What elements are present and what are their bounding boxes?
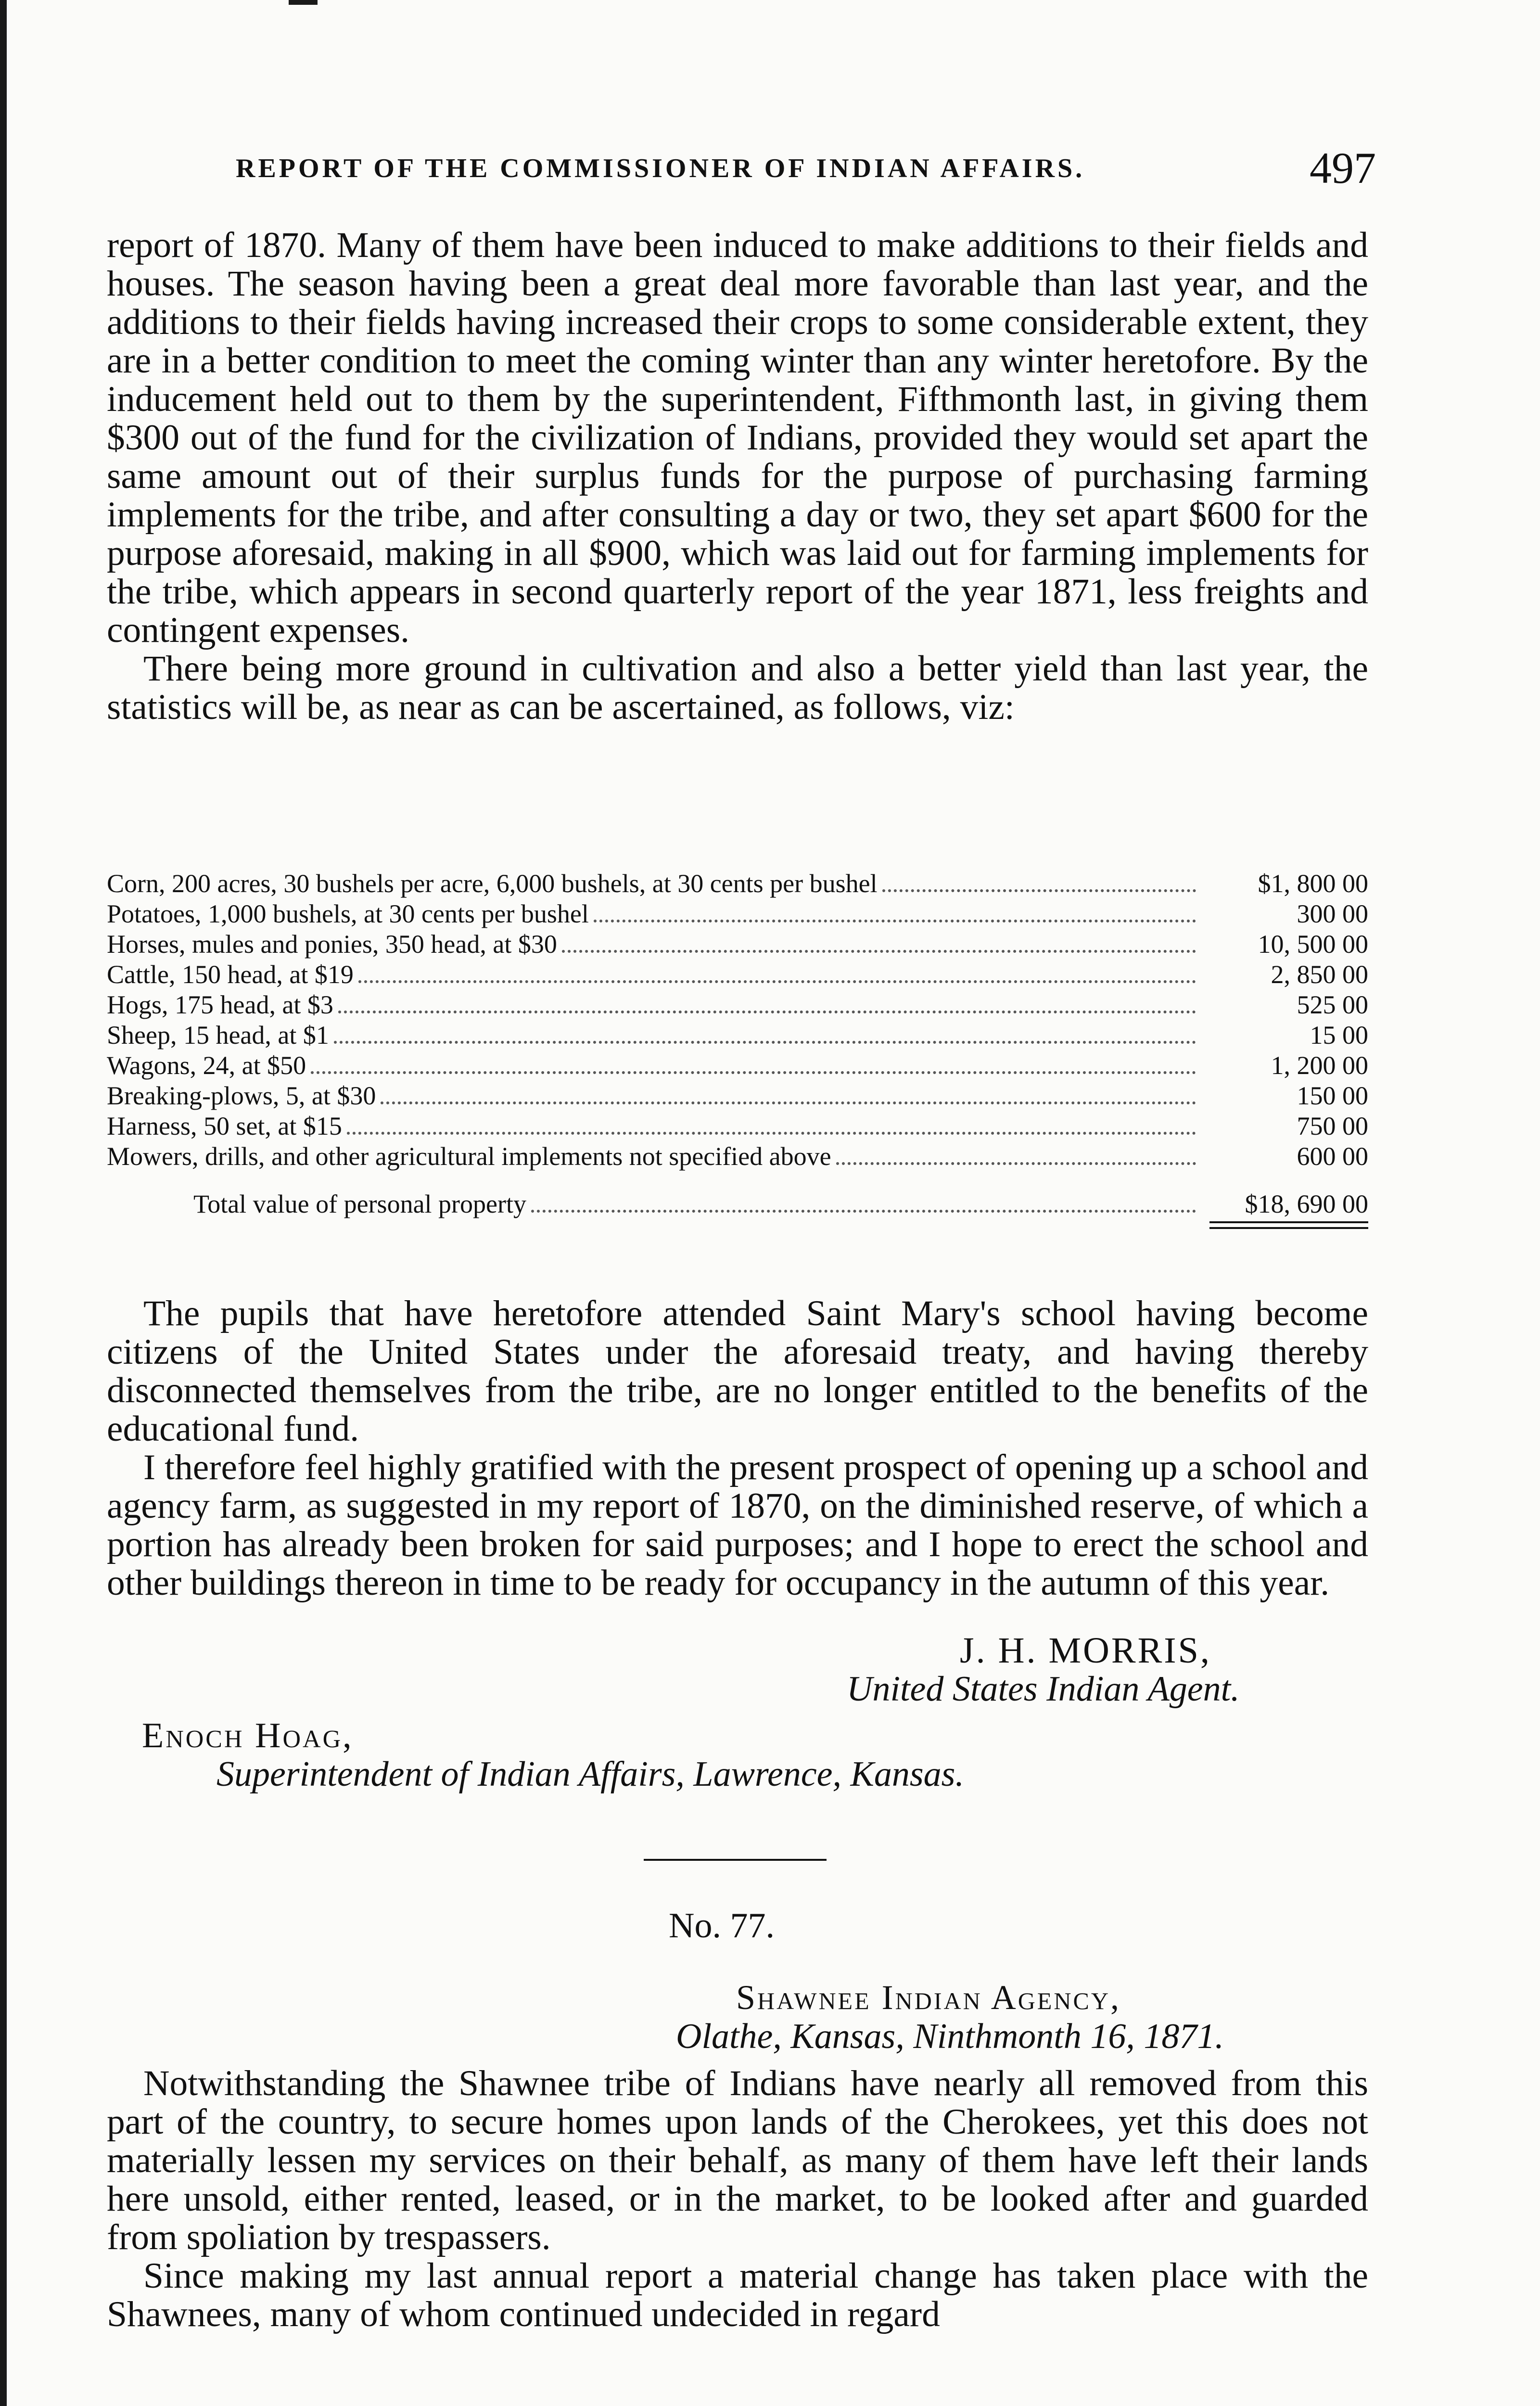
paragraph: Notwithstanding the Shawnee tribe of Indians have nearly all removed from this part of the country, to secure homes upon lands of the Cherokees, yet this does not materially lessen my services on their behalf, as many of them have left their lands here unsold, either rented, leased, or in the market, to be looked after and guarded from spoliation by trespassers. xyxy=(107,2063,1368,2257)
agency-name: Shawnee Indian Agency, xyxy=(736,1978,1121,2017)
leader-dots xyxy=(594,920,1196,922)
leader-dots xyxy=(882,889,1196,892)
body-text-top xyxy=(107,226,1368,727)
table-row xyxy=(107,990,1368,1020)
scan-mark xyxy=(289,0,318,5)
stat-value: 15 00 xyxy=(1310,1021,1368,1049)
stat-value: 525 00 xyxy=(1297,990,1368,1019)
total-double-rule xyxy=(1209,1221,1368,1223)
paragraph: Since making my last annual report a material change has taken place with the Shawnees, many of whom continued undecided in regard xyxy=(107,2256,1368,2334)
stat-value: $1, 800 00 xyxy=(1258,869,1368,898)
stat-label: Horses, mules and ponies, 350 head, at $30 xyxy=(107,930,557,959)
stat-value: 150 00 xyxy=(1297,1081,1368,1110)
leader-dots xyxy=(358,980,1196,983)
paragraph: report of 1870. Many of them have been induced to make additions to their fields and houses. The season having been a great deal more favorable than last year, and the additions to their fields having increased their crops to some considerable extent, they are in a better condition to meet the coming winter than any winter heretofore. By the inducement held out to them by the superintendent, Fifthmonth last, in giving them $300 out of the fund for the civilization of Indians, provided they would set apart the same amount out of their surplus funds for the purpose of purchasing farming implements for the tribe, and after consulting a day or two, they set apart $600 for the purpose aforesaid, making in all $900, which was laid out for farming implements for the tribe, which appears in second quarterly report of the year 1871, less freights and contingent expenses. xyxy=(107,225,1368,650)
paragraph: I therefore feel highly gratified with the present prospect of opening up a school and agency farm, as suggested in my report of 1870, on the diminished reserve, of which a portion has already been broken for said purposes; and I hope to erect the school and other buildings thereon in time to be ready for occupancy in the autumn of this year. xyxy=(107,1447,1368,1603)
scan-edge xyxy=(0,0,7,2406)
stat-value: 10, 500 00 xyxy=(1258,930,1368,959)
table-row xyxy=(107,1081,1368,1111)
paragraph: The pupils that have heretofore attended Saint Mary's school having become citizens of the United States under the aforesaid treaty, and having thereby disconnected themselves from the tribe, are no longer entitled to the benefits of the educational fund. xyxy=(107,1293,1368,1449)
signature-title: United States Indian Agent. xyxy=(847,1669,1240,1709)
stat-label: Wagons, 24, at $50 xyxy=(107,1051,306,1080)
dateline: Olathe, Kansas, Ninthmonth 16, 1871. xyxy=(676,2017,1224,2056)
leader-dots xyxy=(531,1210,1196,1213)
stat-label: Sheep, 15 head, at $1 xyxy=(107,1021,329,1049)
leader-dots xyxy=(338,1011,1196,1013)
stat-value: 750 00 xyxy=(1297,1112,1368,1140)
leader-dots xyxy=(311,1071,1196,1074)
stat-value: 600 00 xyxy=(1297,1142,1368,1171)
stat-value: 1, 200 00 xyxy=(1271,1051,1368,1080)
running-title: REPORT OF THE COMMISSIONER OF INDIAN AFFAIRS. xyxy=(236,154,1085,183)
stat-value: 2, 850 00 xyxy=(1271,960,1368,989)
total-double-rule xyxy=(1209,1227,1368,1229)
body-text-middle xyxy=(107,1294,1368,1602)
addressee-name: Enoch Hoag, xyxy=(142,1716,354,1755)
leader-dots xyxy=(334,1041,1196,1044)
stat-label: Harness, 50 set, at $15 xyxy=(107,1112,342,1140)
total-row xyxy=(107,1189,1368,1219)
section-divider xyxy=(644,1859,827,1861)
stat-label: Cattle, 150 head, at $19 xyxy=(107,960,354,989)
stat-label: Hogs, 175 head, at $3 xyxy=(107,990,333,1019)
page-header xyxy=(236,142,1381,192)
signature-name: J. H. MORRIS, xyxy=(960,1630,1211,1671)
paragraph: There being more ground in cultivation and also a better yield than last year, the statistics will be, as near as can be ascertained, as follows, viz: xyxy=(107,649,1368,727)
table-row xyxy=(107,1141,1368,1172)
stat-label: Breaking-plows, 5, at $30 xyxy=(107,1081,376,1110)
leader-dots xyxy=(836,1162,1196,1165)
addressee-title: Superintendent of Indian Affairs, Lawrence, Kansas. xyxy=(216,1754,964,1794)
leader-dots xyxy=(381,1101,1196,1104)
page-number: 497 xyxy=(1310,143,1376,192)
table-row xyxy=(107,869,1368,899)
stat-value: 300 00 xyxy=(1297,899,1368,928)
total-label: Total value of personal property xyxy=(193,1190,526,1218)
leader-dots xyxy=(347,1132,1196,1135)
leader-dots xyxy=(562,950,1196,953)
stat-label: Mowers, drills, and other agricultural implements not specified above xyxy=(107,1142,831,1171)
table-row xyxy=(107,1111,1368,1141)
stat-label: Potatoes, 1,000 bushels, at 30 cents per bushel xyxy=(107,899,589,928)
stat-label: Corn, 200 acres, 30 bushels per acre, 6,000 bushels, at 30 cents per bushel xyxy=(107,869,878,898)
body-text-bottom xyxy=(107,2064,1368,2334)
table-row xyxy=(107,1050,1368,1081)
total-value: $18, 690 00 xyxy=(1245,1190,1368,1218)
table-row xyxy=(107,960,1368,990)
document-number: No. 77. xyxy=(669,1906,775,1945)
statistics-table xyxy=(107,869,1368,1234)
table-row xyxy=(107,1020,1368,1050)
table-row xyxy=(107,899,1368,929)
table-row xyxy=(107,929,1368,960)
